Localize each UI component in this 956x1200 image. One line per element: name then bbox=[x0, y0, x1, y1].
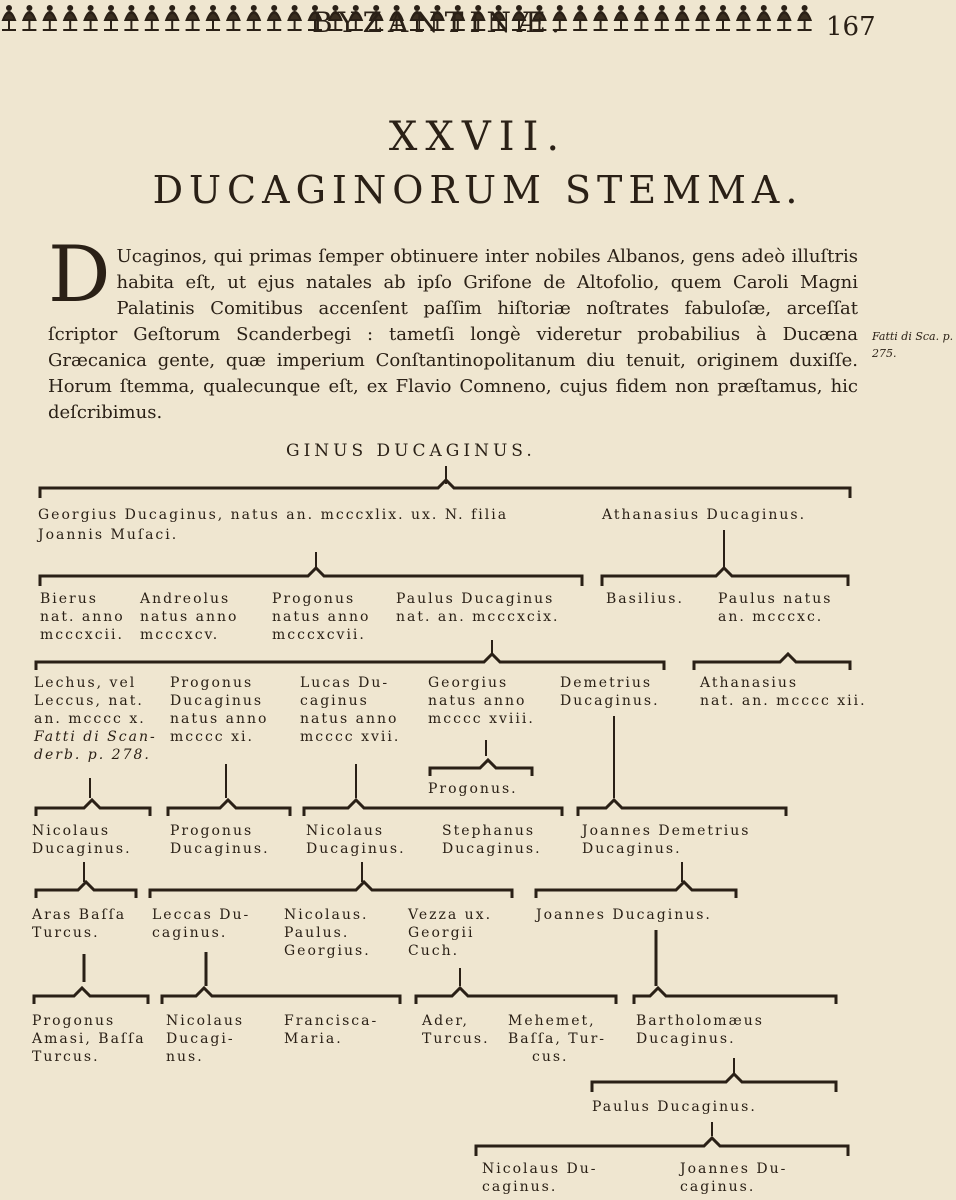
g8-joannes-l1: Joannes Du- bbox=[680, 1161, 788, 1177]
g8-nicolaus-l2: caginus. bbox=[482, 1179, 558, 1195]
g6-nicolaus-l2: Ducagi- bbox=[166, 1031, 235, 1047]
g3-athanasius-l1: Athanasius bbox=[700, 675, 799, 691]
g6-mehemet-l1: Mehemet, bbox=[508, 1013, 596, 1029]
g3-progonus-l2: Ducaginus bbox=[170, 693, 264, 709]
g4-joannes-l2: Ducaginus. bbox=[582, 841, 682, 857]
g5-leccas bbox=[152, 906, 250, 942]
g4-stephanus-l1: Stephanus bbox=[442, 823, 536, 839]
g6-progonus-l2: Amasi, Baſſa bbox=[32, 1031, 146, 1047]
g4-nicolaus-a bbox=[32, 822, 132, 858]
g6-mehemet-l2: Baſſa, Tur- bbox=[508, 1031, 607, 1047]
g5-nicolaus-l3: Georgius. bbox=[284, 943, 371, 959]
g3-georgius bbox=[428, 674, 535, 728]
g3-athanasius-l2: nat. an. mcccc xii. bbox=[700, 693, 867, 709]
g5-nicolaus bbox=[284, 906, 371, 960]
g5-aras bbox=[32, 906, 126, 942]
g3-lucas-l2: caginus bbox=[300, 693, 369, 709]
g3-progonus-l4: mcccc xi. bbox=[170, 729, 254, 745]
g3-progonus-l1: Progonus bbox=[170, 675, 254, 691]
g6-progonus bbox=[32, 1012, 146, 1066]
g2-progonus-l1: Progonus bbox=[272, 591, 356, 607]
g4-joannes-l1: Joannes Demetrius bbox=[582, 823, 751, 839]
g5-aras-l2: Turcus. bbox=[32, 925, 100, 941]
g2-progonus-l3: mcccxcvii. bbox=[272, 627, 366, 643]
g8-joannes bbox=[680, 1160, 787, 1196]
g2-bierus bbox=[40, 590, 125, 644]
g2-andreolus-l3: mcccxcv. bbox=[140, 627, 220, 643]
g4-stephanus-l2: Ducaginus. bbox=[442, 841, 542, 857]
g3-lucas bbox=[300, 674, 400, 746]
g6-progonus-l1: Progonus bbox=[32, 1013, 116, 1029]
marginal-note: Fatti di Sca. p. 275. bbox=[872, 330, 954, 360]
g2-paulus-l2: nat. an. mcccxcix. bbox=[396, 609, 560, 625]
g3-progonus-son: Progonus. bbox=[428, 781, 518, 797]
g6-francisca-l1: Francisca- bbox=[284, 1013, 379, 1029]
g6-ader-l2: Turcus. bbox=[422, 1031, 490, 1047]
g6-francisca-l2: Maria. bbox=[284, 1031, 343, 1047]
g3-lechus-l1: Lechus, vel bbox=[34, 675, 137, 691]
g3-progonus-l3: natus anno bbox=[170, 711, 269, 727]
g2-bierus-l3: mcccxcii. bbox=[40, 627, 124, 643]
g3-lechus-note-l2: derb. p. 278. bbox=[34, 747, 151, 763]
g1-georgius-line1: Georgius Ducaginus, natus an. mcccxlix. ux. N. filia bbox=[38, 507, 509, 523]
g4-progonus bbox=[170, 822, 270, 858]
g6-bartholomaeus-l1: Bartholomæus bbox=[636, 1013, 764, 1029]
g2-andreolus-l1: Andreolus bbox=[140, 591, 231, 607]
g2-basilius-l1: Basilius. bbox=[606, 591, 684, 607]
g4-nicolaus-b bbox=[306, 822, 406, 858]
g4-joannes bbox=[582, 822, 750, 858]
g8-nicolaus bbox=[482, 1160, 597, 1196]
running-title: BYZANTINÆ. bbox=[312, 6, 566, 39]
section-number: XXVII. bbox=[388, 114, 568, 160]
g3-athanasius bbox=[700, 674, 867, 710]
section-title: DUCAGINORUM STEMMA. bbox=[152, 168, 804, 212]
g5-vezza-l3: Cuch. bbox=[408, 943, 460, 959]
g3-georgius-l1: Georgius bbox=[428, 675, 509, 691]
g8-joannes-l2: caginus. bbox=[680, 1179, 756, 1195]
g5-vezza-l1: Vezza ux. bbox=[408, 907, 493, 923]
g6-progonus-l3: Turcus. bbox=[32, 1049, 100, 1065]
page-number: 167 bbox=[826, 12, 876, 42]
g3-demetrius bbox=[560, 674, 660, 710]
g4-nicolaus-a-l2: Ducaginus. bbox=[32, 841, 132, 857]
g4-stephanus bbox=[442, 822, 542, 858]
g3-demetrius-l2: Ducaginus. bbox=[560, 693, 660, 709]
g2-bierus-l1: Bierus bbox=[40, 591, 98, 607]
g6-ader bbox=[422, 1012, 490, 1048]
g5-leccas-l2: caginus. bbox=[152, 925, 228, 941]
g4-nicolaus-a-l1: Nicolaus bbox=[32, 823, 111, 839]
g3-lucas-l4: mcccc xvii. bbox=[300, 729, 401, 745]
g4-nicolaus-b-l1: Nicolaus bbox=[306, 823, 385, 839]
g6-mehemet-l3: cus. bbox=[532, 1049, 569, 1065]
g2-andreolus-l2: natus anno bbox=[140, 609, 239, 625]
g8-nicolaus-l1: Nicolaus Du- bbox=[482, 1161, 598, 1177]
g2-progonus-l2: natus anno bbox=[272, 609, 371, 625]
g3-progonus bbox=[170, 674, 268, 746]
g5-nicolaus-l1: Nicolaus. bbox=[284, 907, 369, 923]
g2-bierus-l2: nat. anno bbox=[40, 609, 125, 625]
g4-nicolaus-b-l2: Ducaginus. bbox=[306, 841, 406, 857]
g5-aras-l1: Aras Baſſa bbox=[32, 907, 127, 923]
g6-ader-l1: Ader, bbox=[422, 1013, 469, 1029]
g2-paulus-b-l1: Paulus natus bbox=[718, 591, 833, 607]
g5-vezza-l2: Georgii bbox=[408, 925, 475, 941]
g2-paulus-l1: Paulus Ducaginus bbox=[396, 591, 555, 607]
g6-nicolaus-l3: nus. bbox=[166, 1049, 204, 1065]
g3-lechus bbox=[34, 674, 157, 764]
intro-text: Ucaginos, qui primas ſemper obtinuere inter nobiles Albanos, gens adeò illuſtris habita eſt, ut ejus natales ab ipſo Grifone de Altofolio, quem Caroli Magni Palatinis Comitibus accenſent paſſim hiſtoriæ noſtrates fabuloſæ, arceſſat ſcriptor Geſtorum Scanderbegi : tametſi longè videretur probabilius à Ducæna Græcanica gente, quæ imperium Conſtantinopolitanum diu tenuit, originem duxiſſe. Horum ſtemma, qualecunque eſt, ex Flavio Comneno, cujus fidem non præſtamus, hic deſcribimus. bbox=[48, 246, 858, 423]
g3-georgius-l2: natus anno bbox=[428, 693, 527, 709]
root-ginus: GINUS DUCAGINUS. bbox=[286, 441, 536, 461]
g6-bartholomaeus bbox=[636, 1012, 764, 1048]
g2-paulus-b bbox=[718, 590, 832, 626]
g1-athanasius: Athanasius Ducaginus. bbox=[602, 507, 807, 523]
g6-francisca bbox=[284, 1012, 378, 1048]
g6-nicolaus-l1: Nicolaus bbox=[166, 1013, 245, 1029]
g3-lucas-l1: Lucas Du- bbox=[300, 675, 390, 691]
g5-joannes: Joannes Ducaginus. bbox=[536, 907, 712, 923]
g2-paulus-b-l2: an. mcccxc. bbox=[718, 609, 824, 625]
g3-lechus-l3: an. mcccc x. bbox=[34, 711, 146, 727]
g6-mehemet bbox=[508, 1012, 606, 1066]
g6-nicolaus bbox=[166, 1012, 244, 1066]
g2-andreolus bbox=[140, 590, 238, 644]
g3-georgius-l3: mcccc xviii. bbox=[428, 711, 535, 727]
g6-bartholomaeus-l2: Ducaginus. bbox=[636, 1031, 736, 1047]
g4-progonus-l2: Ducaginus. bbox=[170, 841, 270, 857]
g4-progonus-l1: Progonus bbox=[170, 823, 254, 839]
g3-lechus-note-l1: Fatti di Scan- bbox=[34, 729, 157, 745]
g3-lucas-l3: natus anno bbox=[300, 711, 399, 727]
g3-demetrius-l1: Demetrius bbox=[560, 675, 653, 691]
drop-cap: D bbox=[48, 230, 111, 320]
g3-lechus-l2: Leccus, nat. bbox=[34, 693, 144, 709]
g7-paulus: Paulus Ducaginus. bbox=[592, 1099, 757, 1115]
g2-basilius bbox=[606, 590, 684, 608]
g1-georgius-line2: Joannis Muſaci. bbox=[38, 527, 179, 543]
g5-nicolaus-l2: Paulus. bbox=[284, 925, 350, 941]
g5-leccas-l1: Leccas Du- bbox=[152, 907, 251, 923]
g2-paulus bbox=[396, 590, 560, 626]
g2-progonus bbox=[272, 590, 370, 644]
g5-vezza bbox=[408, 906, 492, 960]
